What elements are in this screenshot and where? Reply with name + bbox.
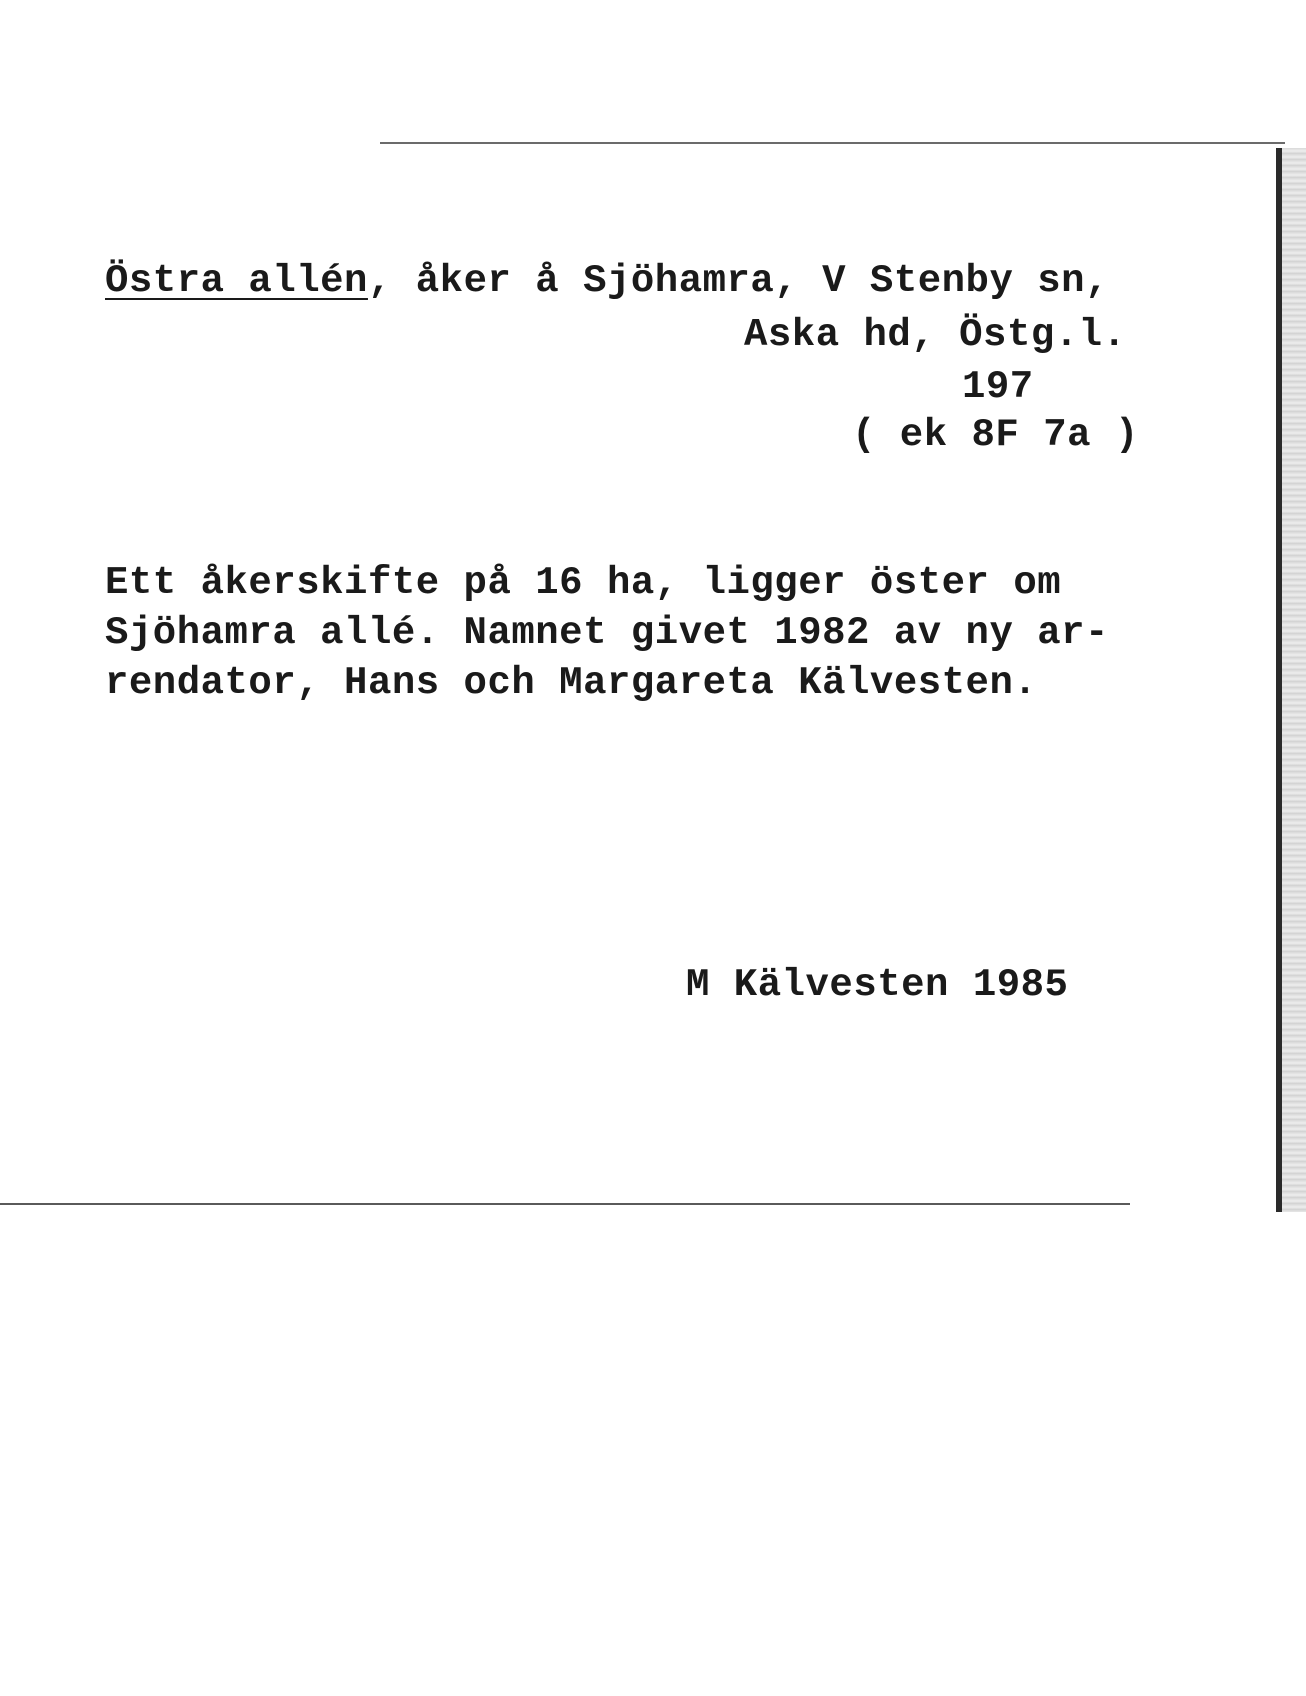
header-line-1-rest: , åker å Sjöhamra, V Stenby sn, — [367, 259, 1109, 303]
card-bottom-edge — [0, 1203, 1130, 1205]
card-top-edge — [380, 142, 1285, 144]
header-line-1 — [105, 258, 1109, 304]
header-line-4: ( ek 8F 7a ) — [852, 413, 1139, 457]
signature: M Kälvesten 1985 — [686, 963, 1069, 1007]
header-line-3: 197 — [962, 365, 1034, 409]
body-line-1: Ett åkerskifte på 16 ha, ligger öster om — [105, 561, 1062, 605]
card-right-shadow — [1282, 148, 1306, 1212]
header-line-2: Aska hd, Östg.l. — [744, 313, 1127, 357]
body-line-2: Sjöhamra allé. Namnet givet 1982 av ny ar- — [105, 611, 1109, 655]
body-line-3: rendator, Hans och Margareta Kälvesten. — [105, 661, 1038, 705]
place-name: Östra allén — [105, 259, 368, 303]
